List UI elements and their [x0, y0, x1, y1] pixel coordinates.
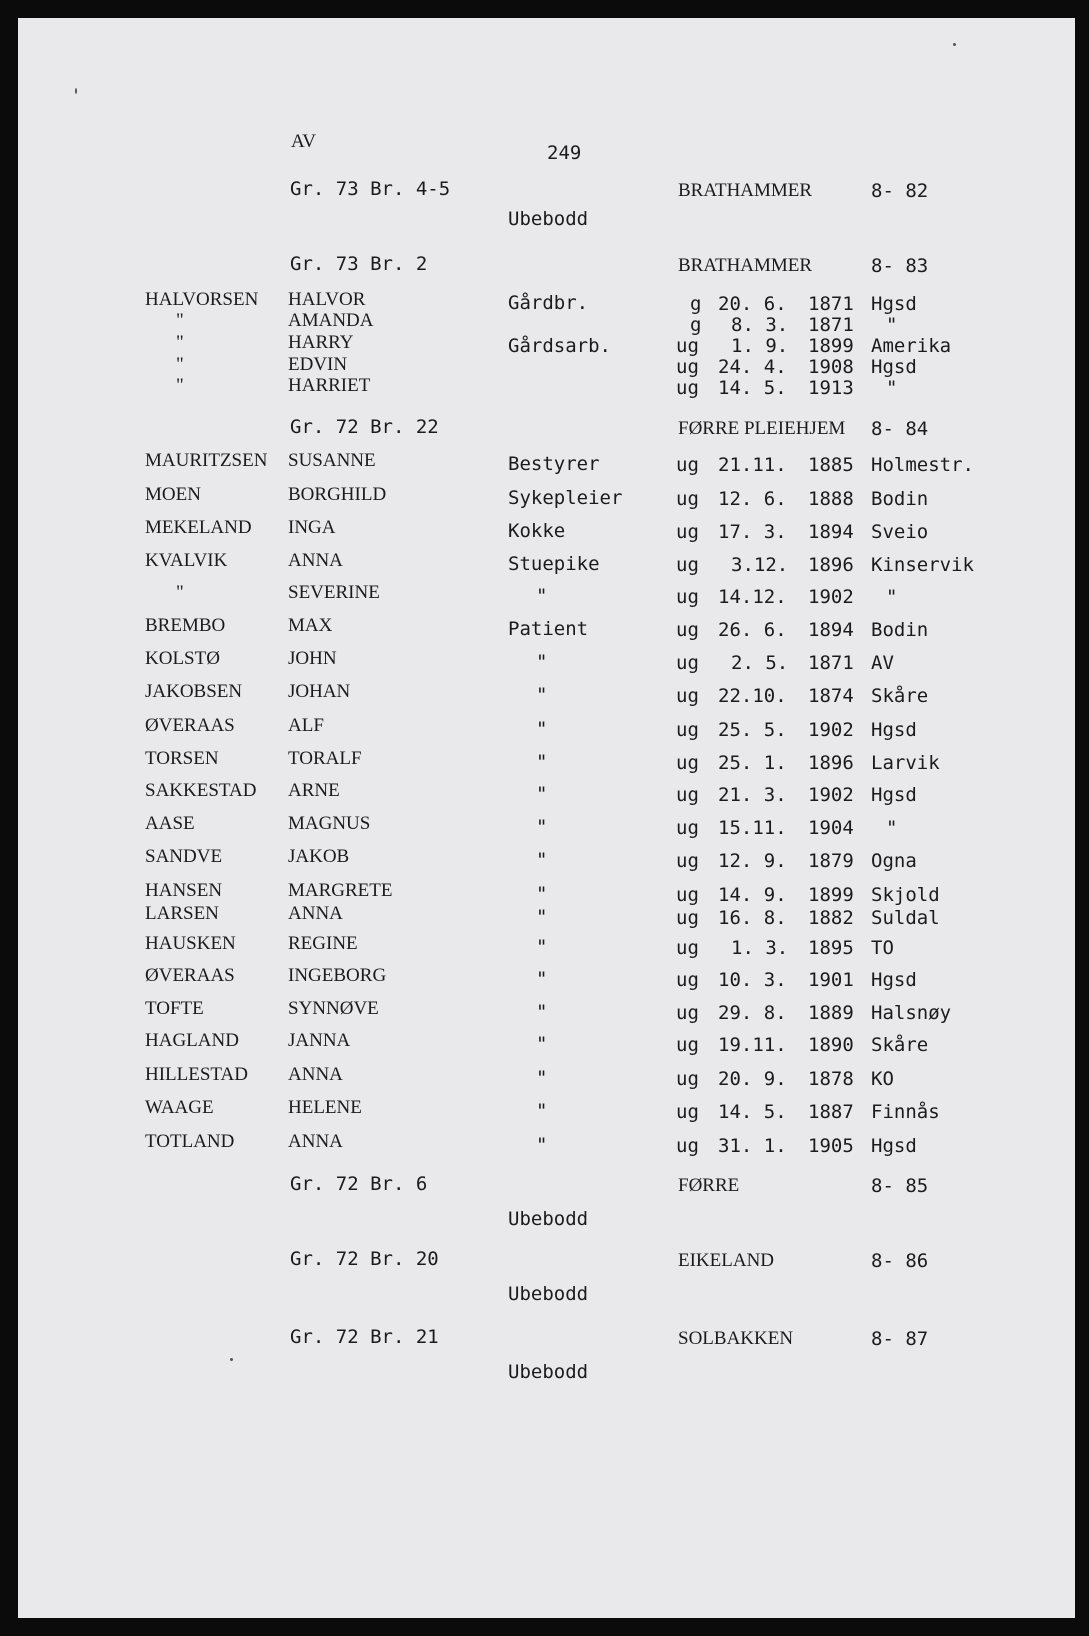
- person-birth-date: 16. 8.: [718, 907, 787, 929]
- person-given-name: JOHN: [288, 648, 337, 669]
- property-note: Ubebodd: [508, 1208, 589, 1230]
- person-birth-year: 1904: [808, 817, 854, 839]
- person-given-name: SEVERINE: [288, 582, 380, 603]
- person-surname: WAAGE: [145, 1097, 214, 1118]
- person-role: ": [536, 1134, 548, 1156]
- person-status: ug: [676, 969, 699, 991]
- property-gnr: Gr. 73 Br. 2: [290, 253, 428, 275]
- person-birth-year: 1899: [808, 884, 854, 906]
- person-status: ug: [676, 619, 699, 641]
- person-given-name: JAKOB: [288, 846, 350, 867]
- property-code: 8- 83: [871, 255, 929, 277]
- person-role: ": [536, 1033, 548, 1055]
- person-birth-date: 12. 6.: [718, 488, 787, 510]
- person-status: ug: [676, 784, 699, 806]
- person-birth-date: 31. 1.: [718, 1135, 787, 1157]
- person-status: ug: [676, 652, 699, 674]
- person-surname: ": [176, 332, 184, 353]
- property-name: BRATHAMMER: [678, 180, 813, 201]
- person-given-name: INGEBORG: [288, 965, 387, 986]
- person-birth-year: 1874: [808, 685, 854, 707]
- speck-mark: [75, 88, 77, 94]
- person-role: ": [536, 1001, 548, 1023]
- person-given-name: TORALF: [288, 748, 362, 769]
- person-birth-year: 1871: [808, 652, 854, 674]
- person-status: g: [690, 293, 702, 315]
- person-surname: LARSEN: [145, 903, 219, 924]
- person-birthplace: ": [886, 314, 898, 336]
- person-birthplace: Hgsd: [871, 356, 917, 378]
- person-birth-year: 1913: [808, 377, 854, 399]
- person-birthplace: Hgsd: [871, 1135, 917, 1157]
- person-role: ": [536, 585, 548, 607]
- person-surname: TOFTE: [145, 998, 204, 1019]
- person-given-name: ALF: [288, 715, 324, 736]
- person-birthplace: Sveio: [871, 521, 929, 543]
- person-status: ug: [676, 1135, 699, 1157]
- person-birth-year: 1882: [808, 907, 854, 929]
- person-status: ug: [676, 850, 699, 872]
- property-name: EIKELAND: [678, 1250, 775, 1271]
- person-role: Gårdsarb.: [508, 335, 611, 357]
- person-status: ug: [676, 1034, 699, 1056]
- person-birthplace: Larvik: [871, 752, 940, 774]
- person-birth-date: 22.10.: [718, 685, 787, 707]
- person-birth-year: 1902: [808, 586, 854, 608]
- property-note: Ubebodd: [508, 1361, 589, 1383]
- person-birth-date: 15.11.: [718, 817, 787, 839]
- person-surname: HILLESTAD: [145, 1064, 248, 1085]
- person-surname: KVALVIK: [145, 550, 228, 571]
- person-given-name: JOHAN: [288, 681, 351, 702]
- person-given-name: ARNE: [288, 780, 340, 801]
- person-surname: MEKELAND: [145, 517, 252, 538]
- person-surname: KOLSTØ: [145, 648, 220, 669]
- property-gnr: Gr. 73 Br. 4-5: [290, 178, 451, 200]
- person-surname: ": [176, 310, 184, 331]
- person-surname: HAUSKEN: [145, 933, 236, 954]
- person-birthplace: Hgsd: [871, 969, 917, 991]
- person-status: ug: [676, 554, 699, 576]
- person-role: Sykepleier: [508, 487, 623, 509]
- person-birth-year: 1901: [808, 969, 854, 991]
- person-birth-date: 12. 9.: [718, 850, 787, 872]
- person-birthplace: KO: [871, 1068, 894, 1090]
- person-birth-date: 1. 9.: [731, 335, 789, 357]
- page-number: 249: [547, 142, 582, 164]
- person-given-name: SYNNØVE: [288, 998, 379, 1019]
- person-surname: ": [176, 354, 184, 375]
- person-birth-date: 20. 6.: [718, 293, 787, 315]
- person-birth-year: 1905: [808, 1135, 854, 1157]
- property-note: Ubebodd: [508, 1283, 589, 1305]
- person-role: ": [536, 783, 548, 805]
- person-birthplace: Amerika: [871, 335, 952, 357]
- person-birthplace: Skjold: [871, 884, 940, 906]
- person-status: ug: [676, 335, 699, 357]
- person-birth-date: 21. 3.: [718, 784, 787, 806]
- person-birth-year: 1896: [808, 554, 854, 576]
- district-label: AV: [291, 131, 316, 152]
- person-role: ": [536, 1067, 548, 1089]
- document-page: [18, 18, 1075, 1618]
- person-birthplace: TO: [871, 937, 894, 959]
- person-birth-date: 3.12.: [731, 554, 789, 576]
- person-status: ug: [676, 907, 699, 929]
- person-surname: TOTLAND: [145, 1131, 235, 1152]
- person-role: ": [536, 816, 548, 838]
- person-role: ": [536, 968, 548, 990]
- person-surname: HALVORSEN: [145, 289, 259, 310]
- person-status: ug: [676, 884, 699, 906]
- person-surname: ": [176, 582, 184, 603]
- person-surname: ØVERAAS: [145, 965, 235, 986]
- person-surname: TORSEN: [145, 748, 219, 769]
- person-birth-year: 1879: [808, 850, 854, 872]
- person-surname: ": [176, 375, 184, 396]
- property-gnr: Gr. 72 Br. 22: [290, 416, 439, 438]
- person-birth-year: 1895: [808, 937, 854, 959]
- person-surname: MAURITZSEN: [145, 450, 268, 471]
- person-given-name: MAGNUS: [288, 813, 371, 834]
- person-given-name: ANNA: [288, 1064, 343, 1085]
- person-role: ": [536, 718, 548, 740]
- person-birth-date: 25. 1.: [718, 752, 787, 774]
- person-birthplace: Bodin: [871, 488, 929, 510]
- person-birth-date: 25. 5.: [718, 719, 787, 741]
- person-birth-date: 2. 5.: [731, 652, 789, 674]
- person-birth-date: 1. 3.: [731, 937, 789, 959]
- person-birth-date: 14. 5.: [718, 377, 787, 399]
- person-given-name: ANNA: [288, 903, 343, 924]
- person-given-name: HELENE: [288, 1097, 362, 1118]
- person-birthplace: Holmestr.: [871, 454, 974, 476]
- person-birthplace: AV: [871, 652, 894, 674]
- person-birthplace: Skåre: [871, 685, 929, 707]
- person-birthplace: Kinservik: [871, 554, 974, 576]
- person-birth-date: 10. 3.: [718, 969, 787, 991]
- property-gnr: Gr. 72 Br. 21: [290, 1326, 439, 1348]
- person-birth-year: 1902: [808, 719, 854, 741]
- speck-mark: [230, 1358, 233, 1361]
- person-birth-year: 1887: [808, 1101, 854, 1123]
- person-birthplace: Bodin: [871, 619, 929, 641]
- person-role: Patient: [508, 618, 589, 640]
- property-gnr: Gr. 72 Br. 20: [290, 1248, 439, 1270]
- person-role: ": [536, 651, 548, 673]
- speck-mark: [953, 43, 956, 46]
- person-surname: HAGLAND: [145, 1030, 239, 1051]
- person-birth-year: 1871: [808, 314, 854, 336]
- person-given-name: INGA: [288, 517, 336, 538]
- person-status: ug: [676, 817, 699, 839]
- person-given-name: MARGRETE: [288, 880, 393, 901]
- property-name: FØRRE: [678, 1175, 740, 1196]
- person-status: ug: [676, 586, 699, 608]
- person-birthplace: ": [886, 377, 898, 399]
- person-birth-year: 1902: [808, 784, 854, 806]
- person-birthplace: Hgsd: [871, 719, 917, 741]
- person-birth-date: 20. 9.: [718, 1068, 787, 1090]
- person-status: ug: [676, 685, 699, 707]
- person-role: ": [536, 751, 548, 773]
- person-given-name: EDVIN: [288, 354, 348, 375]
- property-gnr: Gr. 72 Br. 6: [290, 1173, 428, 1195]
- person-role: ": [536, 849, 548, 871]
- person-birthplace: ": [886, 817, 898, 839]
- person-given-name: HARRY: [288, 332, 354, 353]
- person-role: ": [536, 906, 548, 928]
- property-code: 8- 86: [871, 1250, 929, 1272]
- person-given-name: SUSANNE: [288, 450, 376, 471]
- person-surname: SAKKESTAD: [145, 780, 257, 801]
- person-birth-year: 1889: [808, 1002, 854, 1024]
- person-birth-date: 14. 5.: [718, 1101, 787, 1123]
- person-role: ": [536, 1100, 548, 1122]
- property-name: BRATHAMMER: [678, 255, 813, 276]
- person-status: ug: [676, 1002, 699, 1024]
- person-birth-year: 1899: [808, 335, 854, 357]
- person-birthplace: Hgsd: [871, 784, 917, 806]
- person-birthplace: Skåre: [871, 1034, 929, 1056]
- person-given-name: AMANDA: [288, 310, 374, 331]
- person-birth-year: 1894: [808, 521, 854, 543]
- person-status: ug: [676, 719, 699, 741]
- person-status: ug: [676, 377, 699, 399]
- person-status: ug: [676, 752, 699, 774]
- person-role: Bestyrer: [508, 453, 600, 475]
- person-given-name: ANNA: [288, 1131, 343, 1152]
- person-status: ug: [676, 521, 699, 543]
- person-surname: BREMBO: [145, 615, 226, 636]
- person-given-name: JANNA: [288, 1030, 351, 1051]
- person-birth-date: 26. 6.: [718, 619, 787, 641]
- person-birth-year: 1888: [808, 488, 854, 510]
- person-given-name: HARRIET: [288, 375, 371, 396]
- person-birthplace: Halsnøy: [871, 1002, 952, 1024]
- person-status: ug: [676, 1101, 699, 1123]
- person-birth-year: 1908: [808, 356, 854, 378]
- property-code: 8- 84: [871, 418, 929, 440]
- person-surname: ØVERAAS: [145, 715, 235, 736]
- person-birth-date: 14. 9.: [718, 884, 787, 906]
- person-role: ": [536, 936, 548, 958]
- person-surname: AASE: [145, 813, 195, 834]
- person-birth-year: 1871: [808, 293, 854, 315]
- person-birth-year: 1890: [808, 1034, 854, 1056]
- property-code: 8- 87: [871, 1328, 929, 1350]
- person-birth-date: 14.12.: [718, 586, 787, 608]
- person-birth-date: 21.11.: [718, 454, 787, 476]
- person-birthplace: Finnås: [871, 1101, 940, 1123]
- person-given-name: BORGHILD: [288, 484, 387, 505]
- property-name: SOLBAKKEN: [678, 1328, 794, 1349]
- person-birthplace: Hgsd: [871, 293, 917, 315]
- person-status: ug: [676, 1068, 699, 1090]
- property-note: Ubebodd: [508, 208, 589, 230]
- person-birth-year: 1878: [808, 1068, 854, 1090]
- property-name: FØRRE PLEIEHJEM: [678, 418, 846, 439]
- person-status: ug: [676, 356, 699, 378]
- person-given-name: HALVOR: [288, 289, 366, 310]
- person-birth-date: 8. 3.: [731, 314, 789, 336]
- person-surname: HANSEN: [145, 880, 223, 901]
- person-birth-year: 1896: [808, 752, 854, 774]
- property-code: 8- 82: [871, 180, 929, 202]
- person-given-name: REGINE: [288, 933, 358, 954]
- person-role: Stuepike: [508, 553, 600, 575]
- person-birth-date: 17. 3.: [718, 521, 787, 543]
- person-status: ug: [676, 488, 699, 510]
- person-given-name: MAX: [288, 615, 333, 636]
- person-role: ": [536, 684, 548, 706]
- person-birthplace: Suldal: [871, 907, 940, 929]
- person-birth-date: 19.11.: [718, 1034, 787, 1056]
- person-birth-date: 24. 4.: [718, 356, 787, 378]
- person-status: ug: [676, 454, 699, 476]
- person-birth-year: 1894: [808, 619, 854, 641]
- person-role: Gårdbr.: [508, 292, 589, 314]
- person-surname: JAKOBSEN: [145, 681, 243, 702]
- person-birthplace: ": [886, 586, 898, 608]
- person-birthplace: Ogna: [871, 850, 917, 872]
- person-surname: SANDVE: [145, 846, 223, 867]
- person-role: Kokke: [508, 520, 566, 542]
- person-birth-year: 1885: [808, 454, 854, 476]
- person-role: ": [536, 883, 548, 905]
- person-birth-date: 29. 8.: [718, 1002, 787, 1024]
- person-status: ug: [676, 937, 699, 959]
- person-given-name: ANNA: [288, 550, 343, 571]
- property-code: 8- 85: [871, 1175, 929, 1197]
- person-surname: MOEN: [145, 484, 201, 505]
- person-status: g: [690, 314, 702, 336]
